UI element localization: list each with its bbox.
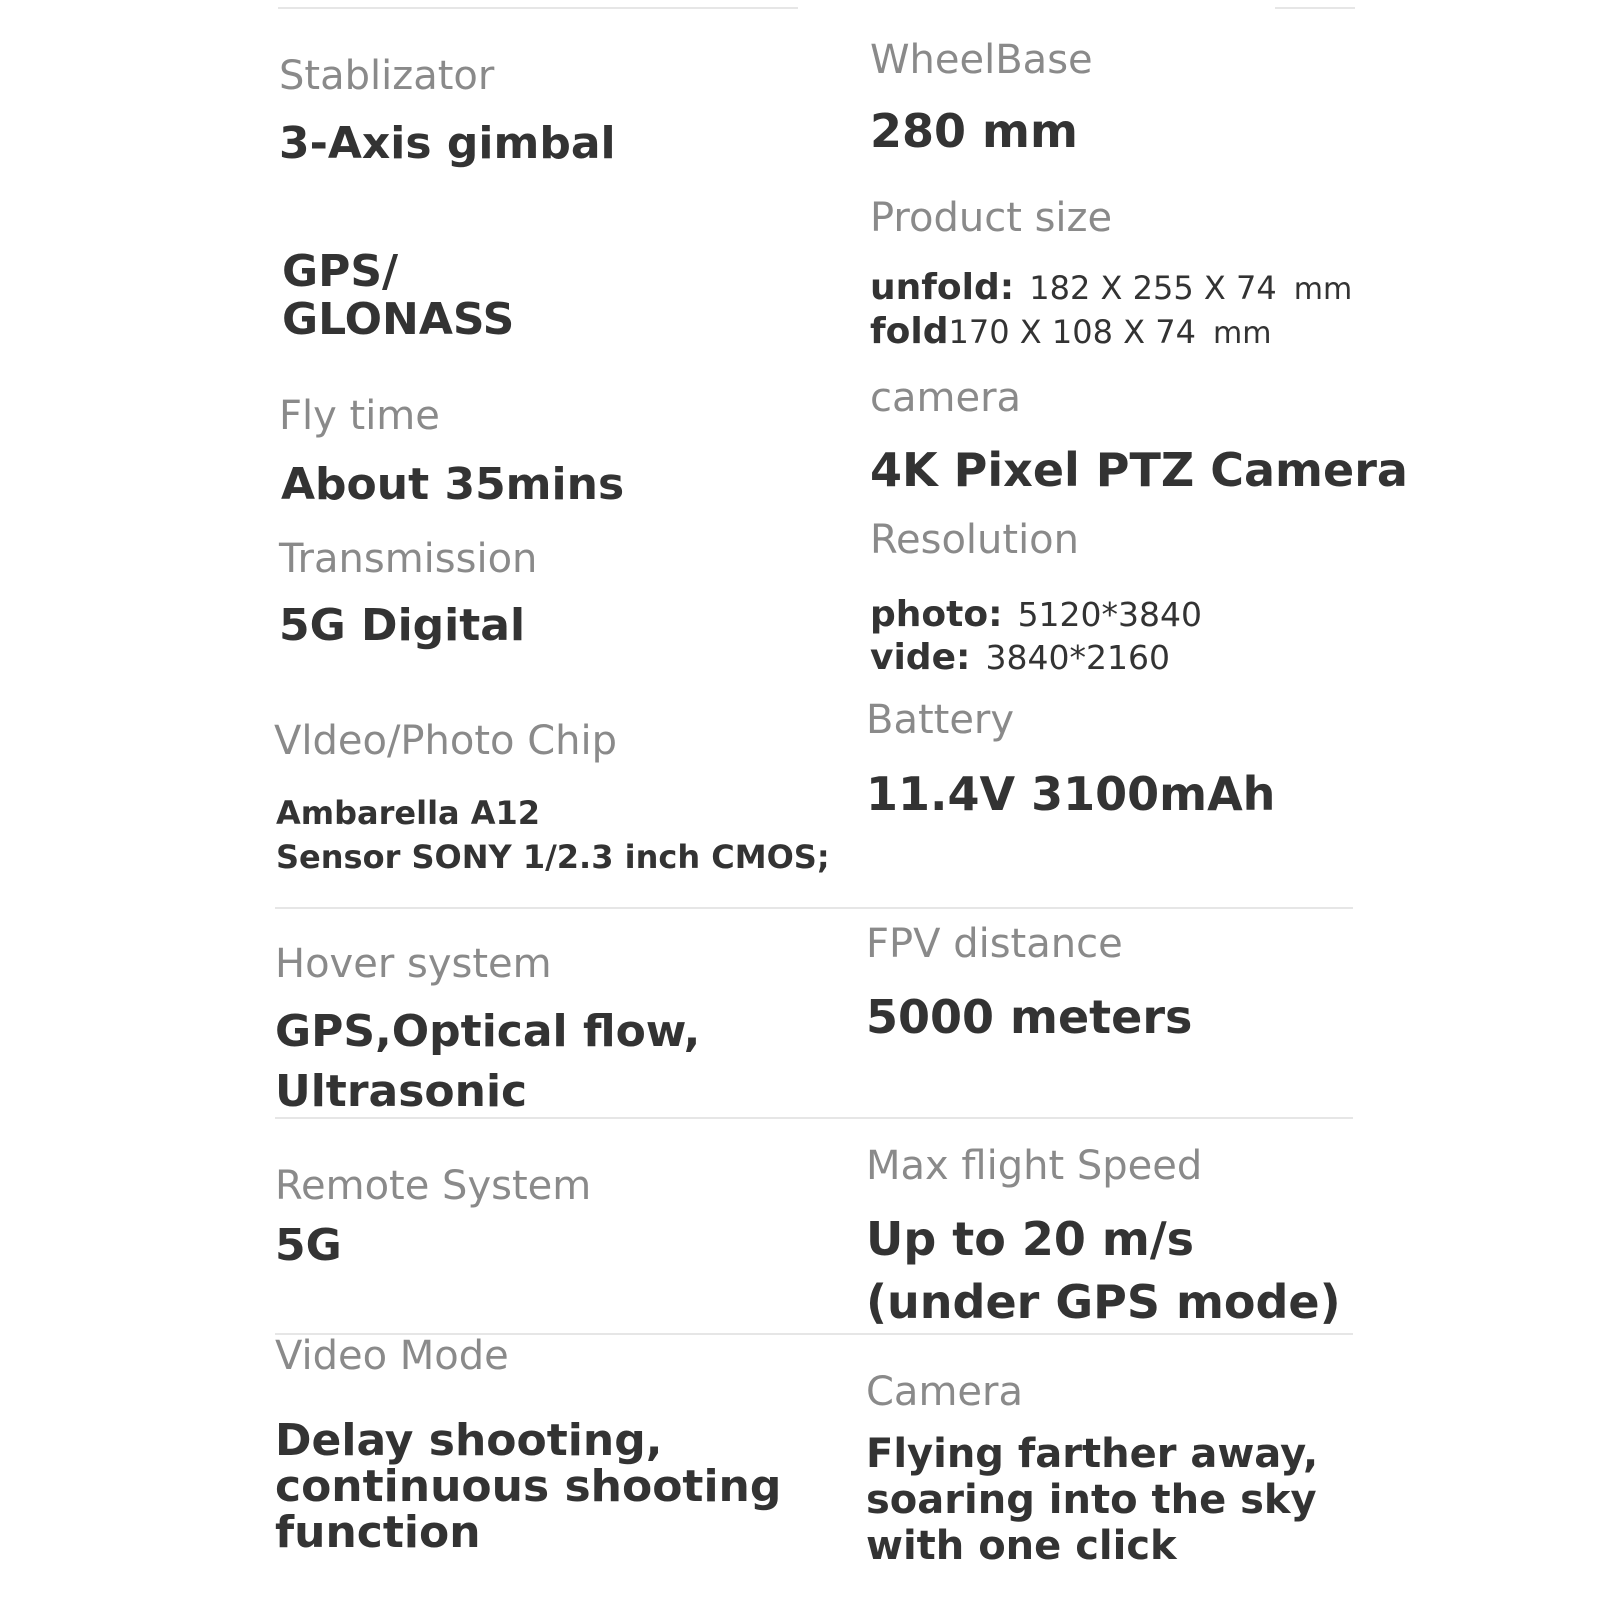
hover-line1: GPS,Optical flow, (275, 1006, 701, 1057)
unfold-unit: mm (1293, 272, 1353, 307)
resolution-label: Resolution (870, 517, 1080, 563)
top-divider-left (278, 7, 798, 9)
camera-label: camera (870, 375, 1022, 421)
remote-label: Remote System (275, 1163, 592, 1209)
chip-line2: Sensor SONY 1/2.3 inch CMOS; (276, 838, 830, 876)
photo-value: 5120*3840 (1017, 595, 1203, 634)
video-mode-label: Video Mode (275, 1333, 509, 1379)
divider-2 (275, 1117, 1353, 1119)
unfold-label: unfold: (870, 267, 1015, 308)
camera-value: 4K Pixel PTZ Camera (870, 443, 1408, 497)
fly-time-value: About 35mins (281, 459, 625, 510)
max-speed-line2: (under GPS mode) (866, 1275, 1341, 1329)
video-mode-line1: Delay shooting, (275, 1415, 663, 1466)
camera2-line2: soaring into the sky (866, 1477, 1317, 1523)
gps-line1: GPS/ (282, 246, 399, 297)
stabilizer-label: Stablizator (279, 53, 495, 99)
battery-value: 11.4V 3100mAh (866, 767, 1276, 821)
video-mode-line3: function (275, 1507, 481, 1558)
max-speed-line1: Up to 20 m/s (866, 1212, 1195, 1266)
product-size-label: Product size (870, 195, 1113, 241)
chip-label: Vldeo/Photo Chip (274, 718, 618, 764)
transmission-label: Transmission (279, 536, 538, 582)
fly-time-label: Fly time (279, 393, 440, 439)
hover-label: Hover system (275, 941, 552, 987)
fold-unit: mm (1213, 316, 1272, 351)
photo-label: photo: (870, 594, 1003, 635)
gps-line2: GLONASS (282, 294, 515, 345)
transmission-value: 5G Digital (279, 600, 526, 651)
remote-value: 5G (275, 1220, 342, 1271)
top-divider-right (1275, 7, 1355, 9)
hover-line2: Ultrasonic (275, 1066, 528, 1117)
fold-value: 170 X 108 X 74 (948, 313, 1196, 351)
unfold-value: 182 X 255 X 74 (1029, 269, 1277, 307)
camera2-line1: Flying farther away, (866, 1431, 1319, 1477)
battery-label: Battery (866, 697, 1015, 743)
photo-line (870, 594, 1202, 635)
fold-line (870, 311, 1271, 352)
video-mode-line2: continuous shooting (275, 1461, 782, 1512)
video-value: 3840*2160 (985, 638, 1170, 677)
fpv-label: FPV distance (866, 921, 1123, 967)
video-line (870, 637, 1170, 678)
unfold-line (870, 267, 1352, 308)
wheelbase-label: WheelBase (870, 37, 1093, 83)
fpv-value: 5000 meters (866, 990, 1193, 1044)
camera2-label: Camera (866, 1369, 1023, 1415)
divider-1 (275, 907, 1353, 909)
max-speed-label: Max flight Speed (866, 1143, 1203, 1189)
chip-line1: Ambarella A12 (276, 794, 541, 832)
stabilizer-value: 3-Axis gimbal (279, 118, 616, 169)
wheelbase-value: 280 mm (870, 104, 1078, 158)
camera2-line3: with one click (866, 1523, 1177, 1569)
video-label: vide: (870, 637, 971, 678)
fold-label: fold (870, 311, 949, 352)
